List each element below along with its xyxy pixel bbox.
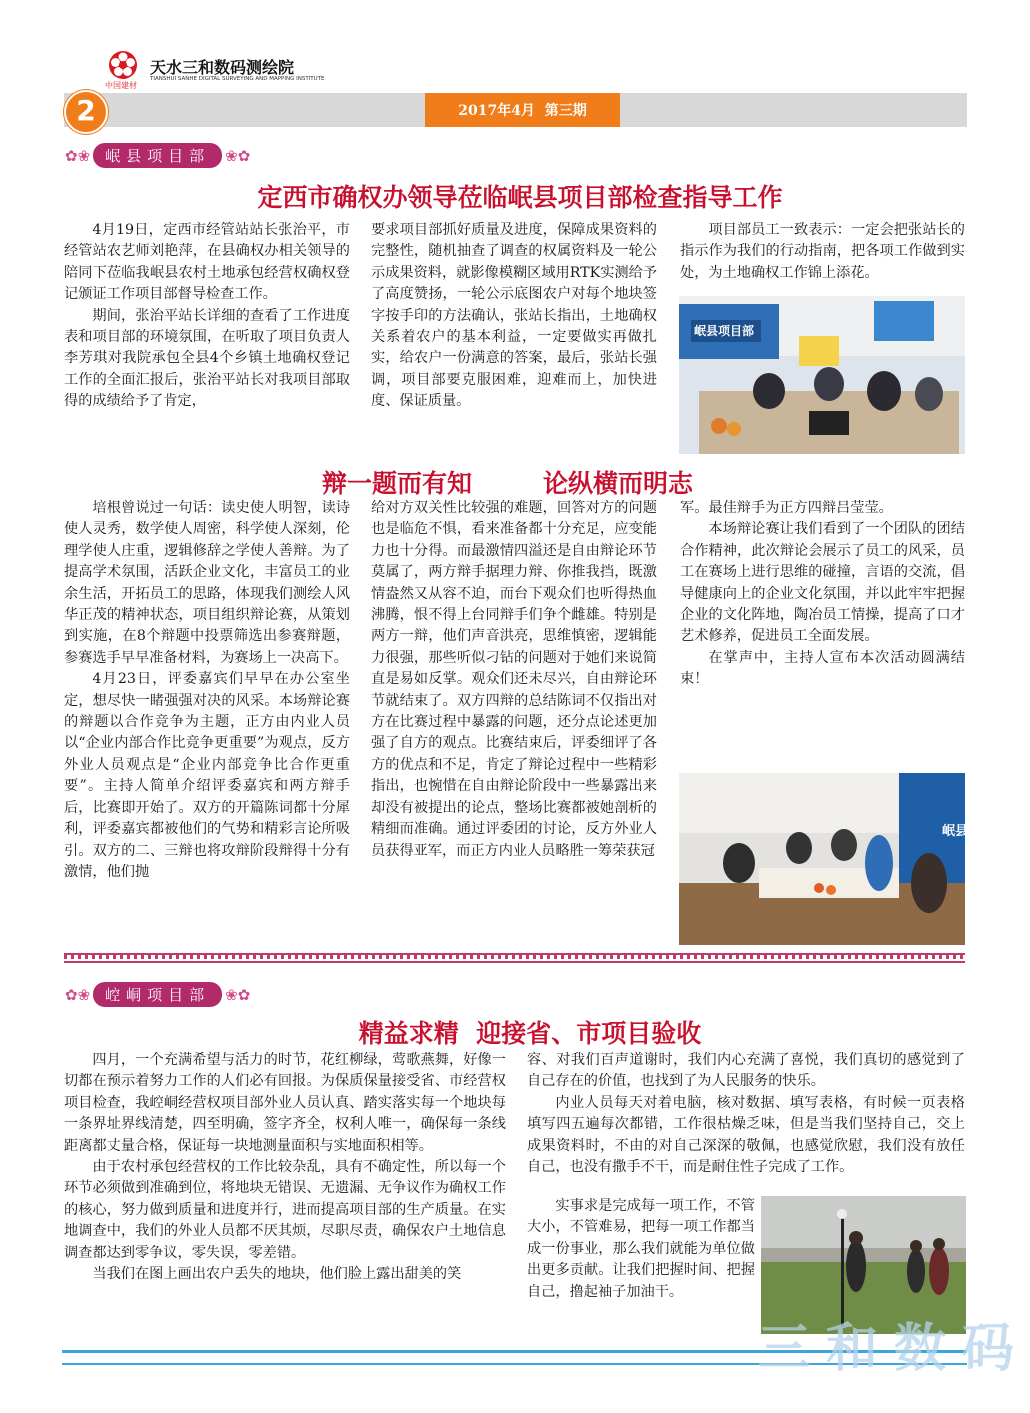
article1-col1: 4月19日，定西市经管站站长张治平，市经管站农艺师刘艳萍，在县确权办相关领导的陪同下莅临我岷县农村土地承包经营权确权登记颁证工作项目部督导检查工作。 期间，张治平站长详细的查看了工作进度表和项目部的环境氛围，在听取了项目负责人李芳琪对我院承包全县4个乡镇土地确权登记工作的全面汇报后，张治平站长对我项目部取得的成绩给予了肯定， bbox=[64, 222, 350, 410]
logo bbox=[108, 50, 138, 80]
article-title-3: 精益求精 迎接省、市项目验收 bbox=[358, 1019, 702, 1048]
article2-col1: 培根曾说过一句话：读史使人明智，读诗使人灵秀，数学使人周密，科学使人深刻，伦理学使人庄重，逻辑修辞之学使人善辩。为了提高学术氛围，活跃企业文化，丰富员工的业余生活，开拓员工的思路，体现我们测绘人风华正茂的精神状态，项目组织辩论赛，从策划到实施，在8个辩题中投票筛选出参赛辩题，参赛选手早早准备材料，为赛场上一决高下。 4月23日，评委嘉宾们早早在办公室坐定，想尽快一睹强强对决的风采。本场辩论赛的辩题以合作竞争为主题，正方由内业人员以“企业内部合作比竞争更重要”为观点，反方外业人员观点是“企业内部竞争比合作更重要”。主持人简单介绍评委嘉宾和两方辩手后，比赛即开始了。双方的开篇陈词都十分犀利，评委嘉宾都被他们的气势和精彩言论所吸引。双方的二、三辩也将攻辩阶段辩得十分有激情，他们抛 bbox=[64, 500, 350, 880]
page-number: 2 bbox=[76, 94, 96, 127]
article-title-2a: 辩一题而有知 bbox=[322, 469, 473, 498]
article1-col3: 项目部员工一致表示：一定会把张站长的指示作为我们的行动指南，把各项工作做到实处，为土地确权工作锦上添花。 bbox=[680, 222, 965, 281]
logo-caption: 中国建材 bbox=[105, 81, 137, 90]
flower-icon: ❀✿ bbox=[225, 985, 251, 1004]
photo-sign-text: 岷县 bbox=[942, 824, 969, 839]
flower-icon: ✿❀ bbox=[65, 146, 91, 165]
issue-label: 2017年4月 第三期 bbox=[458, 103, 587, 119]
article2-col3: 军。最佳辩手为正方四辩吕莹莹。 本场辩论赛让我们看到了一个团队的团结合作精神，此次辩论会展示了员工的风采，员工在赛场上进行思维的碰撞，言语的交流，倡导健康向上的企业文化氛围，并以此牢牢把握企业的文化阵地，陶冶员工情操，提高了口才艺术修养，促进员工全面发展。 在掌声中，主持人宣布本次活动圆满结束！ bbox=[680, 500, 965, 688]
footer-watermark: 三和数码 bbox=[758, 1319, 1030, 1379]
photo-banner-text: 岷县项目部 bbox=[694, 324, 755, 338]
article3-right-bottom: 实事求是完成每一项工作，不管大小，不管难易，把每一项工作都当成一份事业，那么我们就能为单位做出更多贡献。让我们把握时间、把握自己，撸起袖子加油干。 bbox=[527, 1198, 755, 1300]
article-title-1: 定西市确权办领导莅临岷县项目部检查指导工作 bbox=[257, 183, 783, 212]
section-tag-kongtong: ✿❀ 崆峒项目部 ❀✿ bbox=[62, 982, 253, 1007]
org-name: 天水三和数码测绘院 bbox=[150, 58, 295, 77]
article3-right-top: 容、对我们百声道谢时，我们内心充满了喜悦，我们真切的感觉到了自己存在的价值，也找到了为人民服务的快乐。 内业人员每天对着电脑，核对数据、填写表格，有时候一页表格填写四五遍每次都错，工作很枯燥乏味，但是当我们坚持自己，交上成果资料时，不由的对自己深深的敬佩，也感觉欣慰，我们没有放任自己，也没有撒手不干，而是耐住性子完成了工作。 bbox=[527, 1052, 965, 1176]
photo-debate bbox=[679, 773, 965, 945]
article1-col2: 要求项目部抓好质量及进度，保障成果资料的完整性，随机抽查了调查的权属资料及一轮公示成果资料，就影像模糊区域用RTK实测给予了高度赞扬，一轮公示底图农户对每个地块签字按手印的方法确认，张站长指出，土地确权关系着农户的基本利益，一定要做实再做扎实，给农户一份满意的答案，最后，张站长强调，项目部要克服困难，迎难而上，加快进度、保证质量。 bbox=[371, 222, 657, 410]
flower-icon: ❀✿ bbox=[225, 146, 251, 165]
photo-inspection-meeting bbox=[679, 296, 965, 454]
flower-icon: ✿❀ bbox=[65, 985, 91, 1004]
section-divider-pattern bbox=[64, 955, 965, 959]
section-tag-minxian: ✿❀ 岷县项目部 ❀✿ bbox=[62, 143, 253, 168]
article-title-2b: 论纵横而明志 bbox=[543, 469, 694, 498]
logo-icon bbox=[108, 50, 138, 80]
article3-left: 四月，一个充满希望与活力的时节，花红柳绿，莺歌燕舞，好像一切都在预示着努力工作的人们必有回报。为保质保量接受省、市经营权项目检查，我崆峒经营权项目部外业人员认真、踏实落实每一个地块每一条界址界线清楚，四至明确，签字齐全，权利人唯一，确保每一条线距离都丈量合格，保证每一块地测量面积与实地面积相等。 由于农村承包经营权的工作比较杂乱，具有不确定性，所以每一个环节必须做到准确到位，将地块无错误、无遗漏、无争议作为确权工作的核心，努力做到质量和进度并行，进而提高项目部的生产质量。在实地调查中，我们的外业人员都不厌其烦，尽职尽责，确保农户土地信息调查都达到零争议，零失误，零差错。 当我们在图上画出农户丢失的地块，他们脸上露出甜美的笑 bbox=[64, 1052, 506, 1283]
article2-col2: 给对方双关性比较强的难题，回答对方的问题也是临危不惧，看来准备都十分充足，应变能力也十分得。而最激情四溢还是自由辩论环节莫属了，两方辩手据理力辩、你推我挡，既激情盎然又从容不迫，而台下观众们也听得热血沸腾，恨不得上台同辩手们争个雌雄。特别是两方一辩，他们声音洪亮，思维慎密，逻辑能力很强，那些听似刁钻的问题对于她们来说简直是易如反掌。观众们还未尽兴，自由辩论环节就结束了。双方四辩的总结陈词不仅指出对方在比赛过程中暴露的问题，还分点论述更加强了自方的观点。比赛结束后，评委细评了各方的优点和不足，肯定了辩论过程中一些精彩指出，也惋惜在自由辩论阶段中一些暴露出来却没有被提出的论点，整场比赛都被她剖析的精细而准确。通过评委团的讨论，反方外业人员获得亚军，而正方内业人员略胜一筹荣获冠 bbox=[371, 500, 657, 859]
org-name-en: TIANSHUI SANHE DIGITAL SURVEYING AND MAPPING INSTITUTE bbox=[150, 76, 325, 82]
